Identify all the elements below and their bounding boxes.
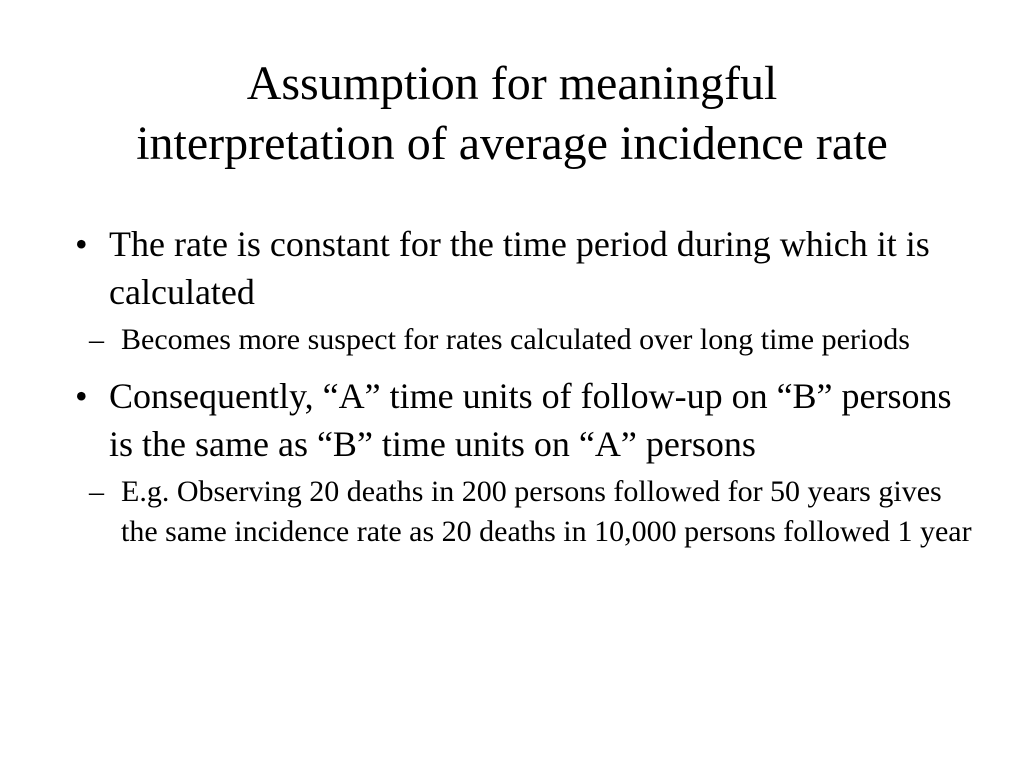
- title-line-2: interpretation of average incidence rate: [136, 117, 888, 170]
- bullet-item-2: [75, 372, 975, 468]
- bullet-list: [75, 220, 975, 560]
- sub-bullet-item-1: [89, 320, 975, 360]
- sub-bullet-item-2: [89, 472, 975, 552]
- sub-bullet-marker: –: [89, 323, 104, 356]
- bullet-text-1: The rate is constant for the time period during which it is calculated: [109, 224, 930, 312]
- title-line-1: Assumption for meaningful: [246, 57, 778, 110]
- sub-bullet-text-2: E.g. Observing 20 deaths in 200 persons followed for 50 years gives the same incidence rate as 20 deaths in 10,000 persons followed 1 year: [121, 475, 972, 548]
- bullet-text-2: Consequently, “A” time units of follow-up on “B” persons is the same as “B” time units on “A” persons: [109, 376, 952, 464]
- sub-bullet-text-1: Becomes more suspect for rates calculated over long time periods: [121, 323, 910, 356]
- sub-bullet-marker: –: [89, 475, 104, 508]
- bullet-marker: •: [75, 376, 88, 416]
- bullet-item-1: [75, 220, 975, 316]
- bullet-marker: •: [75, 224, 88, 264]
- slide-title: [40, 54, 984, 174]
